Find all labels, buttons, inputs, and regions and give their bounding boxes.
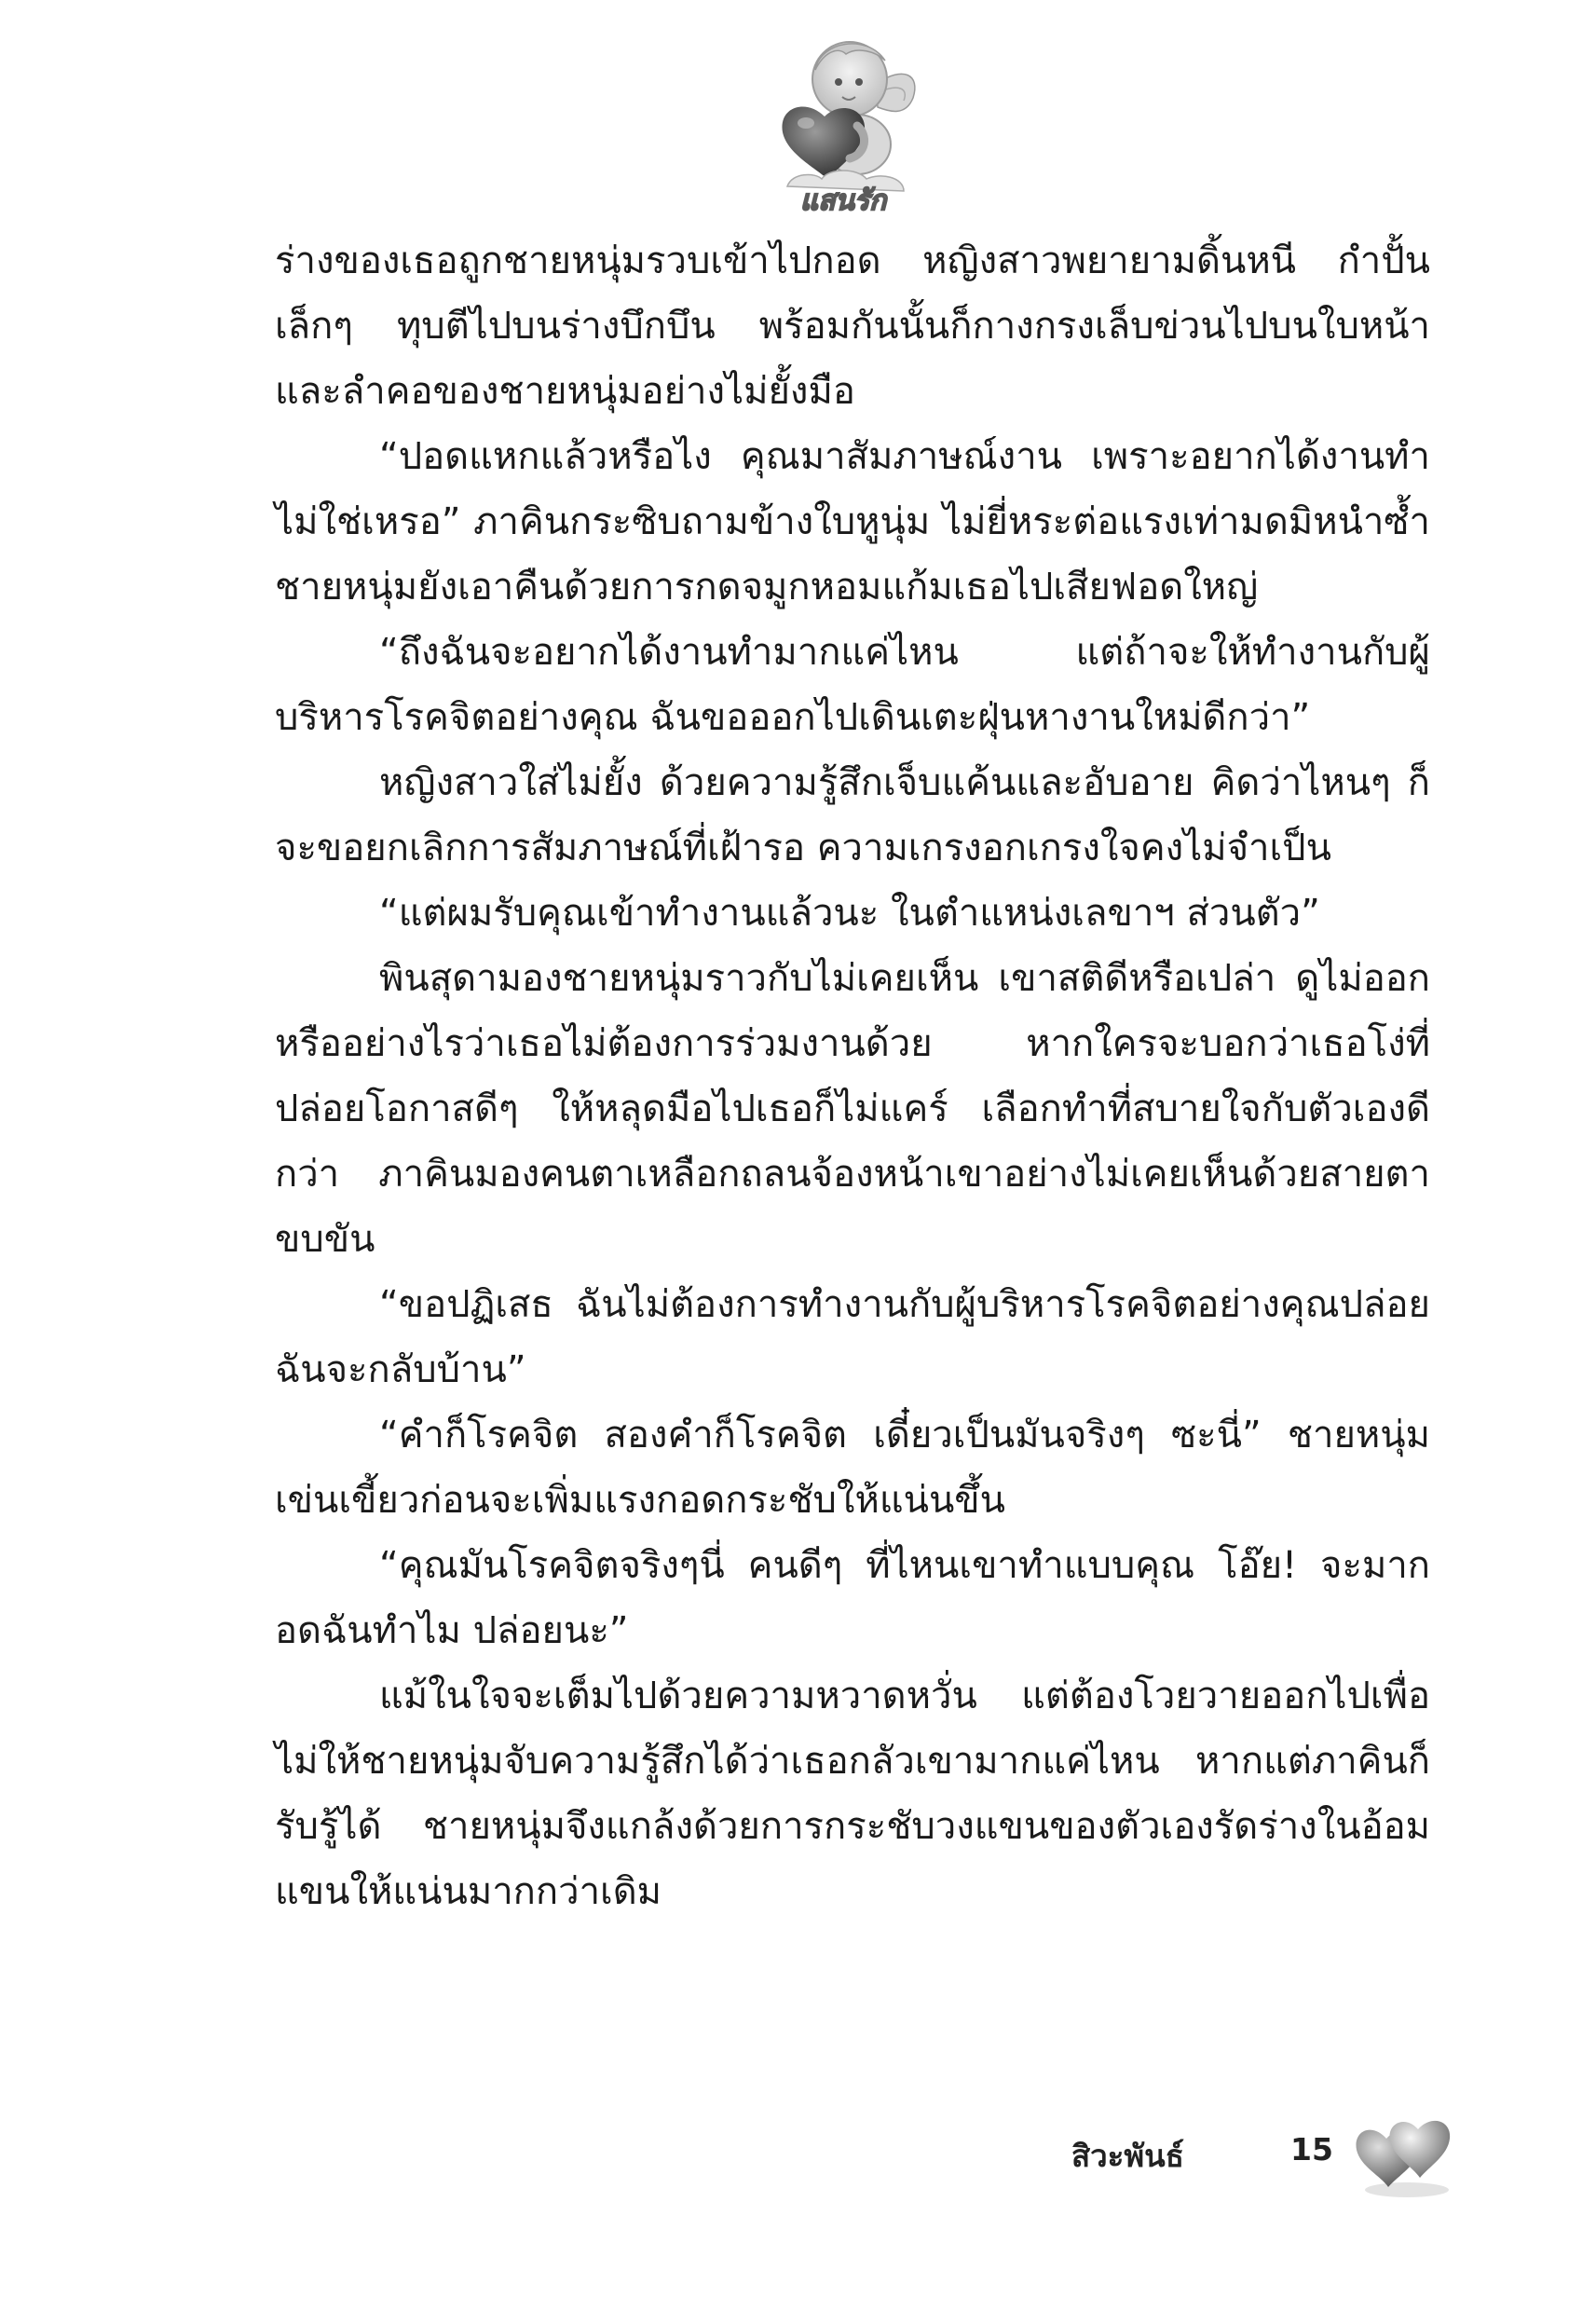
paragraph: พินสุดามองชายหนุ่มราวกับไม่เคยเห็น เขาสติดีหรือเปล่า ดูไม่ออกหรืออย่างไรว่าเธอไม่ต้องการร่วมงานด้วย หากใครจะบอกว่าเธอโง่ที่ปล่อยโอกาสดีๆ ให้หลุดมือไปเธอก็ไม่แคร์ เลือกทำที่สบายใจกับตัวเองดีกว่า ภาคินมองคนตาเหลือกถลนจ้องหน้าเขาอย่างไม่เคยเห็นด้วยสายตาขบขัน — [275, 957, 1430, 1261]
paragraph: แม้ในใจจะเต็มไปด้วยความหวาดหวั่น แต่ต้องโวยวายออกไปเพื่อไม่ให้ชายหนุ่มจับความรู้สึกได้ว่าเธอกลัวเขามากแค่ไหน หากแต่ภาคินก็รับรู้ได้ ชายหนุ่มจึงแกล้งด้วยการกระชับวงแขนของตัวเองรัดร่างในอ้อมแขนให้แน่นมากกว่าเดิม — [275, 1675, 1430, 1913]
paragraph: “ปอดแหกแล้วหรือไง คุณมาสัมภาษณ์งาน เพราะอยากได้งานทำไม่ใช่เหรอ” ภาคินกระซิบถามข้างใบหูนุ่ม ไม่ยี่หระต่อแรงเท่ามดมิหนำซ้ำชายหนุ่มยังเอาคืนด้วยการกดจมูกหอมแก้มเธอไปเสียฟอดใหญ่ — [275, 435, 1430, 609]
logo-text: แสนรัก — [799, 185, 887, 217]
paragraph: “คุณมันโรคจิตจริงๆนี่ คนดีๆ ที่ไหนเขาทำแบบคุณ โอ๊ย! จะมากอดฉันทำไม ปล่อยนะ” — [275, 1544, 1430, 1652]
paragraph: “แต่ผมรับคุณเข้าทำงานแล้วนะ ในตำแหน่งเลขาฯ ส่วนตัว” — [379, 892, 1320, 935]
paragraph: หญิงสาวใส่ไม่ยั้ง ด้วยความรู้สึกเจ็บแค้นและอับอาย คิดว่าไหนๆ ก็จะขอยกเลิกการสัมภาษณ์ที่เฝ้ารอ ความเกรงอกเกรงใจคงไม่จำเป็น — [275, 761, 1430, 869]
paragraph: ร่างของเธอถูกชายหนุ่มรวบเข้าไปกอด หญิงสาวพยายามดิ้นหนี กำปั้นเล็กๆ ทุบตีไปบนร่างบึกบึน พร้อมกันนั้นก็กางกรงเล็บข่วนไปบนใบหน้าและลำคอของชายหนุ่มอย่างไม่ยั้งมือ — [275, 239, 1430, 413]
page-number: 15 — [1290, 2131, 1333, 2167]
cupid-heart-icon — [764, 19, 922, 219]
hearts-icon — [1351, 2101, 1463, 2204]
page-footer — [1053, 2101, 1463, 2204]
paragraph: “ถึงฉันจะอยากได้งานทำมากแค่ไหน แต่ถ้าจะให้ทำงานกับผู้บริหารโรคจิตอย่างคุณ ฉันขอออกไปเดินเตะฝุ่นหางานใหม่ดีกว่า” — [275, 631, 1430, 739]
story-text — [275, 228, 1430, 1924]
paragraph: “คำก็โรคจิต สองคำก็โรคจิต เดี๋ยวเป็นมันจริงๆ ซะนี่” ชายหนุ่มเข่นเขี้ยวก่อนจะเพิ่มแรงกอดกระชับให้แน่นขึ้น — [275, 1414, 1430, 1522]
paragraph: “ขอปฏิเสธ ฉันไม่ต้องการทำงานกับผู้บริหารโรคจิตอย่างคุณปล่อย ฉันจะกลับบ้าน” — [275, 1283, 1430, 1391]
author-name: สิวะพันธ์ — [1071, 2138, 1184, 2174]
